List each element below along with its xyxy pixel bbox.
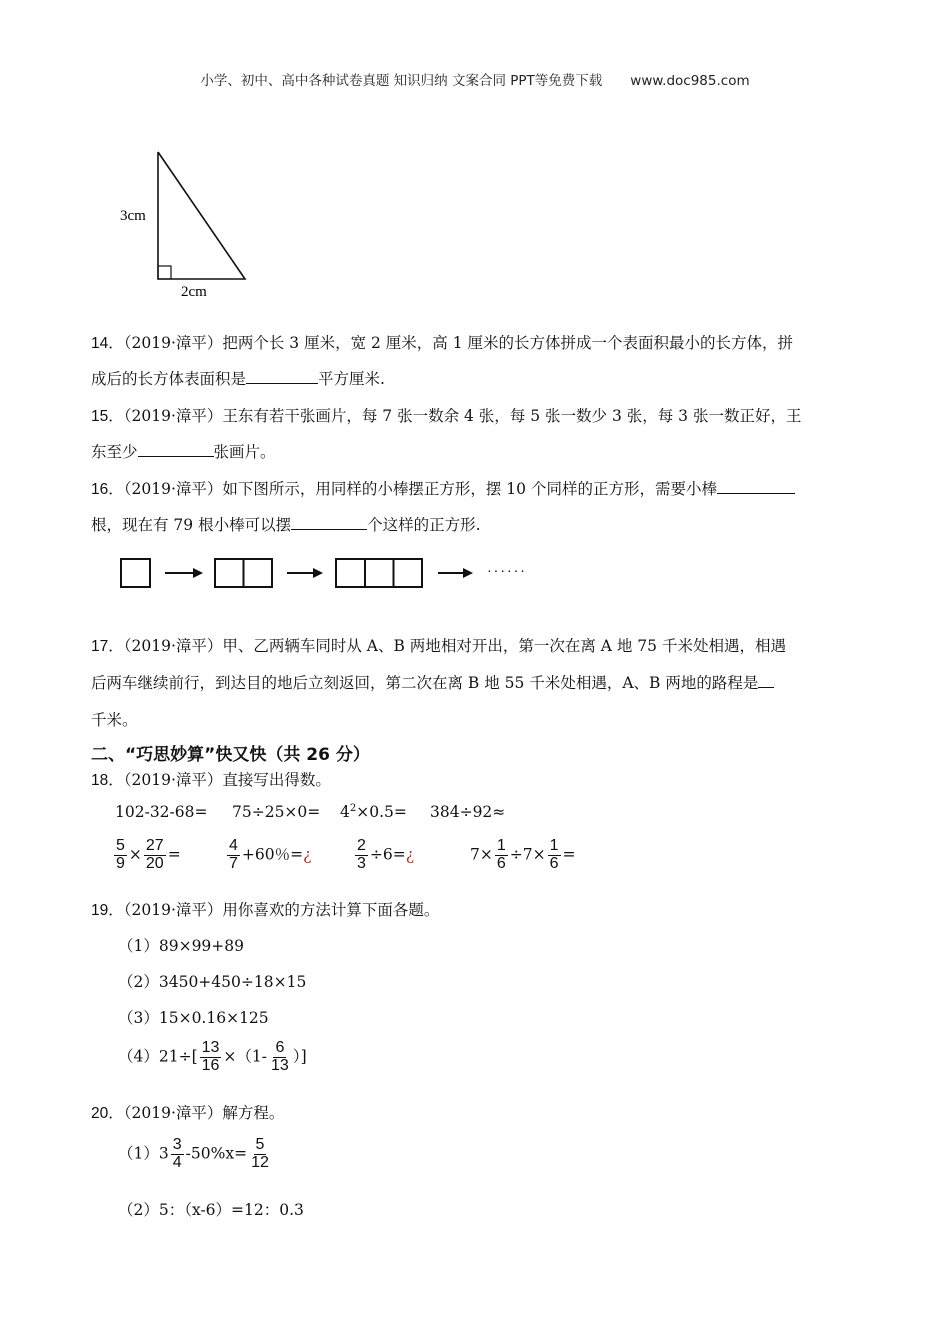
numerator: 1 [549,837,559,854]
q18-frac-expr-2 [225,838,311,873]
q16-answer-blank-2[interactable] [291,515,367,530]
q14-text: （2019·漳平）把两个长 3 厘米，宽 2 厘米，高 1 厘米的长方体拼成一个表面积最小的长方体，拼 [123,334,794,352]
height-label: 3cm [120,208,146,224]
fraction [200,1040,222,1075]
denominator: 4 [172,1153,182,1171]
denominator: 6 [549,854,559,872]
expr-post: ）] [292,1047,307,1066]
q18-pow-exp: 2 [349,803,357,814]
q17-text: （2019·漳平）甲、乙两辆车同时从 A、B 两地相对开出，第一次在离 A 地 75 千米处相遇，相遇 [123,637,786,655]
squares-three [336,559,422,587]
square-one [121,559,150,587]
q20-item-1 [118,1137,273,1172]
right-angle-mark [158,266,171,279]
base-label: 2cm [181,284,207,300]
q20-line [91,1101,284,1123]
q17-line3 [91,708,138,730]
denominator: 6 [496,854,506,872]
fraction [249,1137,271,1172]
q14-line1 [91,331,793,353]
numerator: 6 [275,1039,285,1056]
q15-number: 15． [91,408,124,425]
expr-mid: ×（1- [223,1047,268,1066]
arrow-2-head-icon [313,568,323,578]
q19-item-3: （3）15×0.16×125 [118,1009,269,1027]
q15-text-2b: 张画片。 [213,443,276,461]
expr-mid: ÷7× [509,845,546,864]
q18-text: （2019·漳平）直接写出得数。 [123,771,331,789]
expr-pre: 7× [470,845,493,864]
q14-line2 [91,367,385,389]
fraction [171,1137,184,1172]
section-2-title: 二、“巧思妙算”快又快（共 26 分） [91,745,370,765]
q18-expr-3 [340,803,407,821]
q14-text-2b: 平方厘米. [318,370,385,388]
q14-answer-blank[interactable] [246,369,318,384]
q20-text: （2019·漳平）解方程。 [123,1104,285,1122]
fraction [227,838,240,873]
denominator: 7 [229,854,238,872]
operator: × [128,845,142,864]
fraction [548,838,561,873]
equals: = [562,845,576,864]
encoding-mark: ¿ [405,845,415,864]
q17-text-3: 千米。 [91,711,138,729]
q18-frac-expr-4 [470,838,576,873]
fraction [269,1040,291,1075]
q15-answer-blank[interactable] [138,442,214,457]
numerator: 5 [116,837,125,854]
expr-rest: +60％= [241,845,304,864]
q15-line2 [91,440,276,462]
q18-expr-1: 102-32-68= [115,803,208,821]
triangle-outline [158,152,245,279]
q15-line1 [91,404,801,426]
q18-number: 18． [91,772,124,789]
q18-pow-base: 4 [340,803,350,822]
ellipsis: ······ [487,565,527,580]
expr-rest: ÷6= [369,845,406,864]
numerator: 1 [496,837,506,854]
q18-line [91,768,331,790]
fraction [114,838,127,873]
expr-pre: （1）3 [118,1144,169,1163]
numerator: 13 [201,1039,220,1056]
q20-number: 20． [91,1105,124,1122]
fraction [495,838,508,873]
q16-text: （2019·漳平）如下图所示，用同样的小棒摆正方形，摆 10 个同样的正方形，需要小棒 [123,480,717,498]
denominator: 3 [357,854,366,872]
denominator: 16 [201,1056,220,1074]
denominator: 13 [271,1056,289,1074]
arrow-1-head-icon [193,568,203,578]
numerator: 2 [357,837,366,854]
q19-line [91,898,439,920]
fraction [355,838,368,873]
encoding-mark: ¿ [303,845,312,864]
denominator: 9 [116,854,125,872]
q17-number: 17． [91,638,124,655]
q18-frac-expr-1 [112,838,181,873]
q17-answer-blank[interactable] [758,673,774,688]
arrow-3-head-icon [463,568,473,578]
q14-number: 14． [91,335,124,352]
q17-line1 [91,634,786,656]
q16-line2 [91,513,481,535]
q17-text-2: 后两车继续前行，到达目的地后立刻返回，第二次在离 B 地 55 千米处相遇，A、B 两地的路程是 [91,674,759,692]
q16-answer-blank-1[interactable] [717,479,795,494]
squares-sequence-figure [115,555,555,591]
equals: = [167,845,181,864]
numerator: 3 [172,1136,182,1153]
fraction [144,838,166,873]
q19-item-4 [118,1040,307,1075]
q16-line1 [91,477,795,499]
q18-expr-2: 75÷25×0= [232,803,321,821]
header-url: www.doc985.com [630,73,750,89]
numerator: 27 [145,837,164,854]
q17-line2 [91,671,774,693]
q15-text-2a: 东至少 [91,443,138,461]
q16-text-2a: 根，现在有 79 根小棒可以摆 [91,516,292,534]
q19-number: 19． [91,902,124,919]
q19-text: （2019·漳平）用你喜欢的方法计算下面各题。 [123,901,440,919]
header-text: 小学、初中、高中各种试卷真题 知识归纳 文案合同 PPT等免费下载 [200,73,603,89]
right-triangle-figure [118,145,258,305]
q19-item-1: （1）89×99+89 [118,937,245,955]
q16-number: 16． [91,481,124,498]
q18-expr-4: 384÷92≈ [430,803,506,821]
numerator: 5 [255,1136,265,1153]
q14-text-2a: 成后的长方体表面积是 [91,370,247,388]
q18-frac-expr-3 [353,838,414,873]
q20-item-2: （2）5：（x-6）=12：0.3 [118,1201,304,1219]
denominator: 12 [251,1153,269,1171]
q16-text-2b: 个这样的正方形. [367,516,481,534]
q18-pow-rest: ×0.5= [356,803,407,822]
q15-text: （2019·漳平）王东有若干张画片，每 7 张一数余 4 张，每 5 张一数少 3 张，每 3 张一数正好，王 [123,407,802,425]
page-header [0,69,950,89]
denominator: 20 [145,854,164,872]
q19-item-2: （2）3450+450÷18×15 [118,973,307,991]
expr-mid: -50%x= [185,1144,248,1163]
expr-pre: （4）21÷[ [118,1047,198,1066]
numerator: 4 [229,837,238,854]
